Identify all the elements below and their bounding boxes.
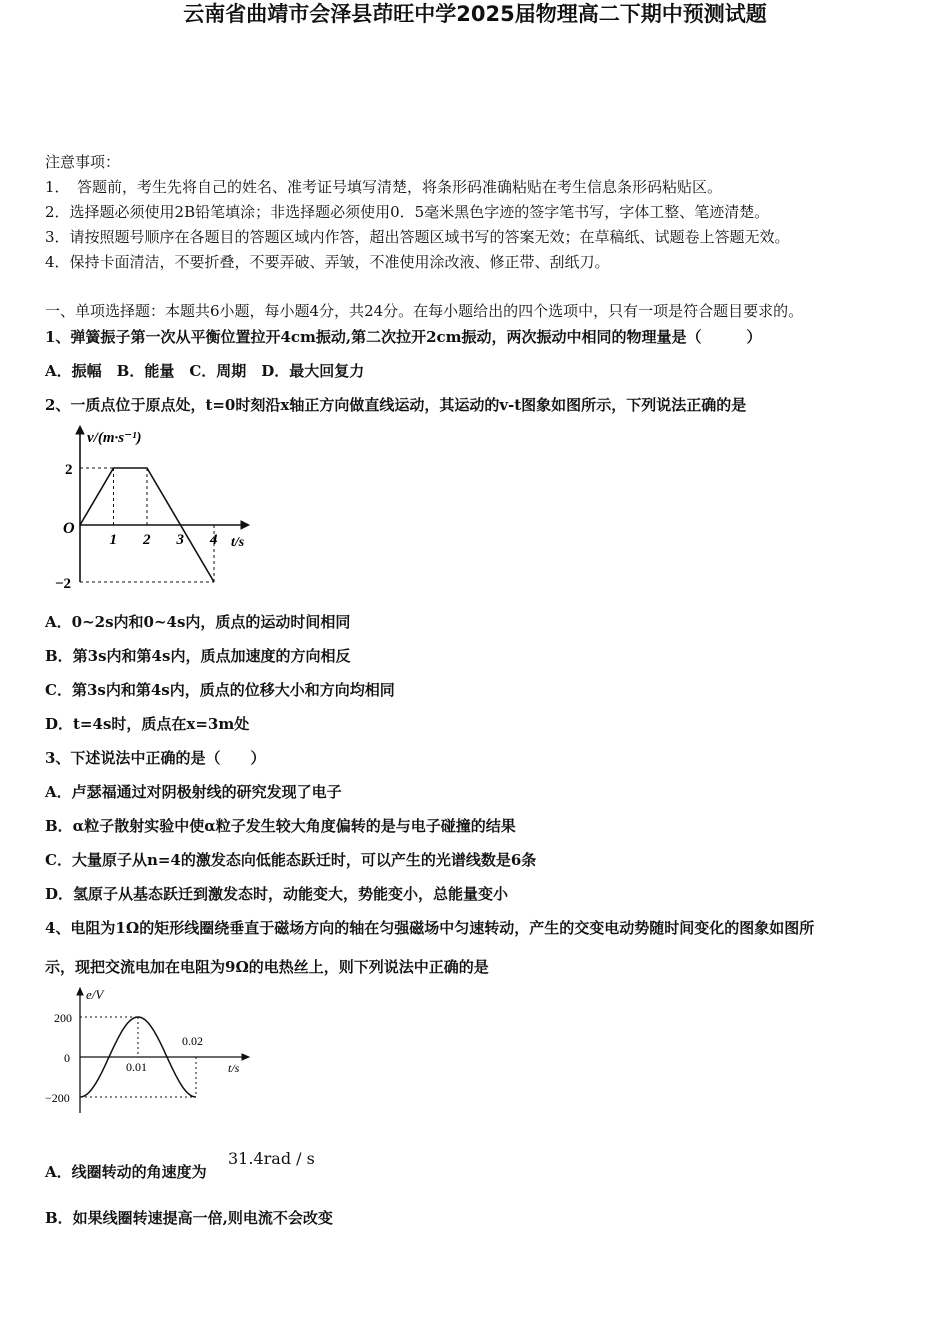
vt-x-tick-label: 3	[176, 532, 184, 548]
question-1-options: A．振幅 B．能量 C．周期 D．最大回复力	[45, 362, 365, 380]
question-4-stem-line1: 4、电阻为1Ω的矩形线圈绕垂直于磁场方向的轴在匀强磁场中匀速转动，产生的交变电动势随时间变化的图象如图所	[45, 919, 815, 937]
question-4-stem-line2: 示，现把交流电加在电阻为9Ω的电热丝上，则下列说法中正确的是	[45, 958, 489, 976]
vt-x-tick-label: 1	[109, 532, 117, 548]
vt-y-axis-label: v/(m·s⁻¹)	[87, 430, 142, 446]
question-3-option: D．氢原子从基态跃迁到激发态时，动能变大，势能变小，总能量变小	[45, 885, 509, 903]
et-y-tick-label: 200	[54, 1011, 72, 1025]
notice-heading: 注意事项：	[45, 153, 121, 171]
question-2-stem: 2、一质点位于原点处，t=0时刻沿x轴正方向做直线运动，其运动的v-t图象如图所示，下列说法正确的是	[45, 396, 747, 414]
question-3-option: C．大量原子从n=4的激发态向低能态跃迁时，可以产生的光谱线数是6条	[45, 851, 537, 869]
et-chart	[40, 985, 255, 1115]
question-1-stem: 1、弹簧振子第一次从平衡位置拉开4cm振动,第二次拉开2cm振动，两次振动中相同的物理量是（ ）	[45, 328, 762, 346]
notice-item: 1． 答题前，考生先将自己的姓名、准考证号填写清楚，将条形码准确粘贴在考生信息条形码粘贴区。	[45, 178, 723, 196]
notice-item: 3．请按照题号顺序在各题目的答题区域内作答，超出答题区域书写的答案无效；在草稿纸、试题卷上答题无效。	[45, 228, 790, 246]
et-y-tick-label: 0	[64, 1051, 70, 1065]
vt-origin-label: O	[63, 520, 75, 537]
question-2-option: B．第3s内和第4s内，质点加速度的方向相反	[45, 647, 351, 665]
notice-item: 4．保持卡面清洁，不要折叠，不要弄破、弄皱，不准使用涂改液、修正带、刮纸刀。	[45, 253, 610, 271]
et-x-tick-label: 0.01	[126, 1060, 147, 1074]
et-x-tick-label: 0.02	[182, 1034, 203, 1048]
notice-item: 2．选择题必须使用2B铅笔填涂；非选择题必须使用0．5毫米黑色字迹的签字笔书写，字体工整、笔迹清楚。	[45, 203, 770, 221]
question-4-option-b: B．如果线圈转速提高一倍,则电流不会改变	[45, 1209, 333, 1227]
question-4-option-a: A．线圈转动的角速度为	[45, 1163, 207, 1181]
question-2-option: D．t=4s时，质点在x=3m处	[45, 715, 250, 733]
page-title: 云南省曲靖市会泽县茚旺中学2025届物理高二下期中预测试题	[183, 2, 767, 26]
vt-chart	[55, 422, 265, 597]
et-y-tick-label: −200	[45, 1091, 70, 1105]
vt-x-tick-label: 2	[143, 532, 151, 548]
question-3-option: A．卢瑟福通过对阴极射线的研究发现了电子	[45, 783, 342, 801]
question-3-option: B．α粒子散射实验中使α粒子发生较大角度偏转的是与电子碰撞的结果	[45, 817, 516, 835]
section-heading: 一、单项选择题：本题共6小题，每小题4分，共24分。在每小题给出的四个选项中，只有一项是符合题目要求的。	[45, 302, 804, 320]
et-x-axis-label: t/s	[228, 1061, 240, 1075]
question-2-option: C．第3s内和第4s内，质点的位移大小和方向均相同	[45, 681, 395, 699]
vt-y-tick-label: −2	[55, 576, 72, 592]
et-y-axis-label: e/V	[86, 987, 104, 1002]
question-4-option-a-value: 31.4rad / s	[228, 1149, 315, 1168]
question-2-option: A．0~2s内和0~4s内，质点的运动时间相同	[45, 613, 351, 631]
question-3-stem: 3、下述说法中正确的是（ ）	[45, 749, 266, 767]
vt-y-tick-label: 2	[65, 462, 73, 478]
vt-x-tick-label: 4	[210, 532, 218, 548]
vt-x-axis-label: t/s	[231, 535, 245, 550]
